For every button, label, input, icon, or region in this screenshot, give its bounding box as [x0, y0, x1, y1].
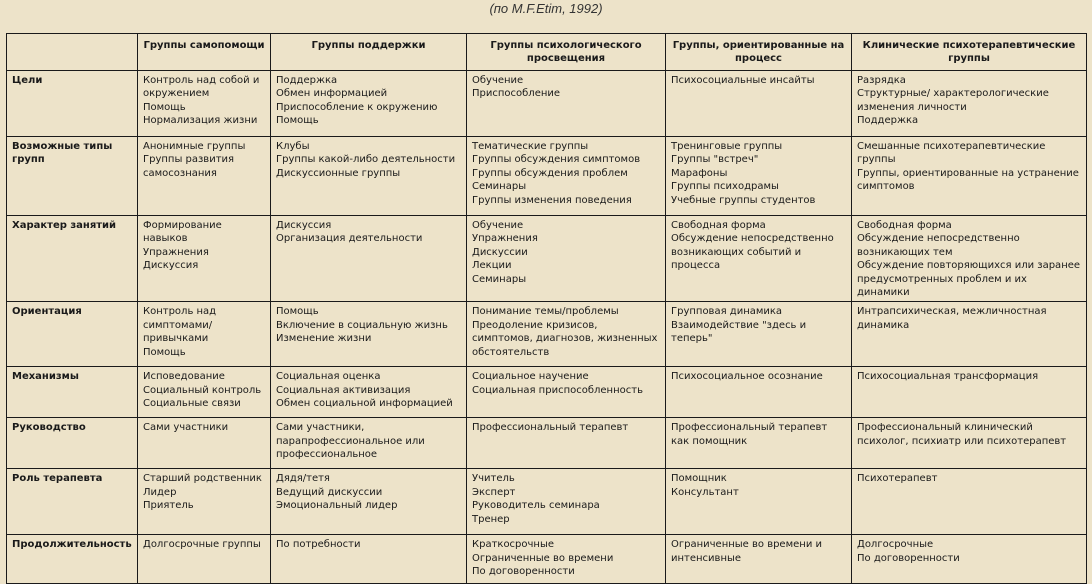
- cell-line: Анонимные группы: [143, 141, 246, 152]
- table-row: [7, 469, 1087, 535]
- cell-line: Обсуждение непосредственно возникающих событий и процесса: [671, 233, 834, 272]
- cell-line: Группы изменения поведения: [472, 194, 632, 206]
- cell-line: Приспособление: [472, 88, 561, 100]
- cell-line: Помощь: [143, 346, 186, 358]
- cell-line: Дядя/тетя: [276, 473, 330, 485]
- table-cell: [852, 137, 1087, 216]
- cell-line: Группы развития самосознания: [143, 154, 235, 179]
- cell-line: Руководитель семинара: [472, 500, 600, 512]
- cell-line: Группы "встреч": [671, 154, 759, 166]
- cell-line: Обсуждение повторяющихся или заранее предусмотренных проблем и их динамики: [857, 260, 1081, 299]
- table-cell: [666, 71, 852, 137]
- cell-line: Обучение: [472, 75, 524, 86]
- cell-line: Нормализация жизни: [143, 115, 258, 127]
- cell-line: Дискуссия: [276, 220, 332, 231]
- cell-line: Исповедование: [143, 371, 225, 383]
- cell-line: Упражнения: [472, 233, 538, 245]
- cell-line: Учебные группы студентов: [671, 194, 816, 206]
- row-label: Возможные типы групп: [7, 137, 138, 216]
- cell-line: Группы психодрамы: [671, 181, 779, 193]
- cell-line: Профессиональный клинический психолог, психиатр или психотерапевт: [857, 422, 1067, 447]
- table-cell: [467, 302, 666, 367]
- cell-line: Понимание темы/проблемы: [472, 306, 619, 318]
- cell-line: Тематические группы: [472, 141, 589, 152]
- cell-line: Взаимодействие "здесь и теперь": [671, 319, 807, 345]
- table-cell: [852, 71, 1087, 137]
- table-cell: [666, 302, 852, 367]
- caption: (по M.F.Etim, 1992): [489, 1, 603, 16]
- table-cell: [138, 418, 271, 469]
- table-cell: [138, 535, 271, 584]
- row-label: Характер занятий: [7, 216, 138, 302]
- table-cell: [666, 469, 852, 535]
- cell-line: Упражнения: [143, 246, 209, 258]
- cell-line: Эксперт: [472, 486, 516, 498]
- cell-line: Разрядка: [857, 75, 906, 86]
- cell-line: Поддержка: [276, 75, 338, 86]
- table-cell: [271, 535, 467, 584]
- cell-line: Дискуссионные группы: [276, 167, 401, 179]
- cell-line: Семинары: [472, 273, 527, 285]
- cell-line: Ограниченные во времени и интенсивные: [671, 539, 822, 564]
- cell-line: Консультант: [671, 486, 739, 498]
- cell-line: Групповая динамика: [671, 306, 783, 318]
- table-cell: [467, 469, 666, 535]
- cell-line: Долгосрочные: [857, 539, 934, 551]
- cell-line: Свободная форма: [857, 220, 952, 231]
- table-cell: [138, 216, 271, 302]
- table-cell: [138, 137, 271, 216]
- table-cell: [852, 216, 1087, 302]
- cell-line: Профессиональный терапевт как помощник: [671, 422, 828, 447]
- header-row: [7, 34, 1087, 71]
- header-clinical: Клинические психотерапевтические группы: [852, 34, 1087, 71]
- table-cell: [852, 367, 1087, 418]
- cell-line: Структурные/ характерологические изменения личности: [857, 88, 1049, 113]
- cell-line: Профессиональный терапевт: [472, 422, 629, 434]
- cell-line: Сами участники: [143, 422, 229, 434]
- row-label: Ориентация: [7, 302, 138, 367]
- header-support: Группы поддержки: [271, 34, 467, 71]
- cell-line: Учитель: [472, 473, 515, 485]
- table-row: [7, 302, 1087, 367]
- cell-line: Клубы: [276, 141, 310, 152]
- cell-line: Психотерапевт: [857, 473, 938, 485]
- table-body: [7, 71, 1087, 584]
- table-cell: [666, 535, 852, 584]
- cell-line: Преодоление кризисов, симптомов, диагнозов, жизненных обстоятельств: [472, 319, 658, 358]
- cell-line: Социальная активизация: [276, 384, 411, 396]
- table-cell: [271, 71, 467, 137]
- row-label: Руководство: [7, 418, 138, 469]
- table-row: [7, 535, 1087, 584]
- table-row: [7, 418, 1087, 469]
- cell-line: Сами участники, парапрофессиональное или профессиональное: [276, 422, 425, 461]
- cell-line: Свободная форма: [671, 220, 766, 231]
- table-cell: [666, 418, 852, 469]
- row-label: Роль терапевта: [7, 469, 138, 535]
- table-cell: [467, 418, 666, 469]
- cell-line: Лекции: [472, 260, 512, 272]
- cell-line: Краткосрочные: [472, 539, 555, 551]
- table-cell: [271, 302, 467, 367]
- cell-line: Организация деятельности: [276, 233, 423, 245]
- cell-line: По договоренности: [857, 552, 960, 564]
- table-cell: [467, 535, 666, 584]
- table-cell: [467, 71, 666, 137]
- table-cell: [271, 418, 467, 469]
- cell-line: Интрапсихическая, межличностная динамика: [857, 306, 1047, 331]
- table-cell: [852, 302, 1087, 367]
- cell-line: Ведущий дискуссии: [276, 486, 383, 498]
- table-cell: [666, 216, 852, 302]
- table-cell: [467, 367, 666, 418]
- header-self-help: Группы самопомощи: [138, 34, 271, 71]
- table-cell: [271, 137, 467, 216]
- cell-line: Психосоциальное осознание: [671, 371, 823, 383]
- header-psychoeducation: Группы психологического просвещения: [467, 34, 666, 71]
- cell-line: Социальные связи: [143, 398, 241, 410]
- cell-line: Обсуждение непосредственно возникающих тем: [857, 233, 1020, 258]
- cell-line: Группы обсуждения проблем: [472, 167, 628, 179]
- table-cell: [271, 367, 467, 418]
- cell-line: Помощь: [276, 306, 319, 318]
- cell-line: Контроль над собой и окружением: [143, 75, 260, 100]
- cell-line: Обучение: [472, 220, 524, 231]
- table-cell: [138, 302, 271, 367]
- cell-line: Социальная приспособленность: [472, 384, 643, 396]
- cell-line: Обмен информацией: [276, 88, 388, 100]
- cell-line: Контроль над симптомами/ привычками: [143, 306, 217, 345]
- cell-line: Приспособление к окружению: [276, 101, 438, 113]
- cell-line: Приятель: [143, 500, 194, 512]
- table-cell: [467, 216, 666, 302]
- cell-line: Группы, ориентированные на устранение симптомов: [857, 167, 1079, 193]
- cell-line: Марафоны: [671, 167, 728, 179]
- cell-line: Семинары: [472, 181, 527, 193]
- cell-line: Формирование навыков: [143, 220, 222, 245]
- table-cell: [852, 418, 1087, 469]
- cell-line: Ограниченные во времени: [472, 552, 614, 564]
- cell-line: Психосоциальная трансформация: [857, 371, 1039, 383]
- cell-line: Помощь: [143, 101, 186, 113]
- cell-line: Старший родственник: [143, 473, 262, 485]
- cell-line: Психосоциальные инсайты: [671, 75, 815, 86]
- cell-line: Группы какой-либо деятельности: [276, 154, 456, 166]
- row-label: Цели: [7, 71, 138, 137]
- row-label: Продолжительность: [7, 535, 138, 584]
- cell-line: Социальный контроль: [143, 384, 262, 396]
- cell-line: Социальная оценка: [276, 371, 381, 383]
- table-cell: [138, 71, 271, 137]
- cell-line: Включение в социальную жизнь: [276, 319, 448, 331]
- cell-line: Группы обсуждения симптомов: [472, 154, 641, 166]
- table-row: [7, 367, 1087, 418]
- group-comparison-table: [6, 33, 1087, 584]
- table-cell: [666, 367, 852, 418]
- cell-line: По договоренности: [472, 566, 575, 578]
- table-cell: [467, 137, 666, 216]
- table-cell: [852, 469, 1087, 535]
- cell-line: Долгосрочные группы: [143, 539, 261, 551]
- table-row: [7, 216, 1087, 302]
- cell-line: Дискуссия: [143, 260, 199, 272]
- table-cell: [271, 469, 467, 535]
- table-row: [7, 137, 1087, 216]
- cell-line: Смешанные психотерапевтические группы: [857, 141, 1046, 166]
- table-cell: [138, 469, 271, 535]
- table-cell: [852, 535, 1087, 584]
- row-label: Механизмы: [7, 367, 138, 418]
- table-cell: [138, 367, 271, 418]
- table-cell: [666, 137, 852, 216]
- cell-line: Тренер: [472, 513, 510, 525]
- cell-line: По потребности: [276, 539, 361, 551]
- cell-line: Помощь: [276, 115, 319, 127]
- header-process: Группы, ориентированные на процесс: [666, 34, 852, 71]
- cell-line: Обмен социальной информацией: [276, 398, 453, 410]
- cell-line: Эмоциональный лидер: [276, 500, 398, 512]
- cell-line: Социальное научение: [472, 371, 589, 383]
- table-cell: [271, 216, 467, 302]
- cell-line: Изменение жизни: [276, 333, 372, 345]
- cell-line: Тренинговые группы: [671, 141, 783, 152]
- cell-line: Помощник: [671, 473, 727, 485]
- cell-line: Поддержка: [857, 115, 919, 127]
- header-corner: [7, 34, 138, 71]
- cell-line: Лидер: [143, 486, 177, 498]
- cell-line: Дискуссии: [472, 246, 528, 258]
- table-row: [7, 71, 1087, 137]
